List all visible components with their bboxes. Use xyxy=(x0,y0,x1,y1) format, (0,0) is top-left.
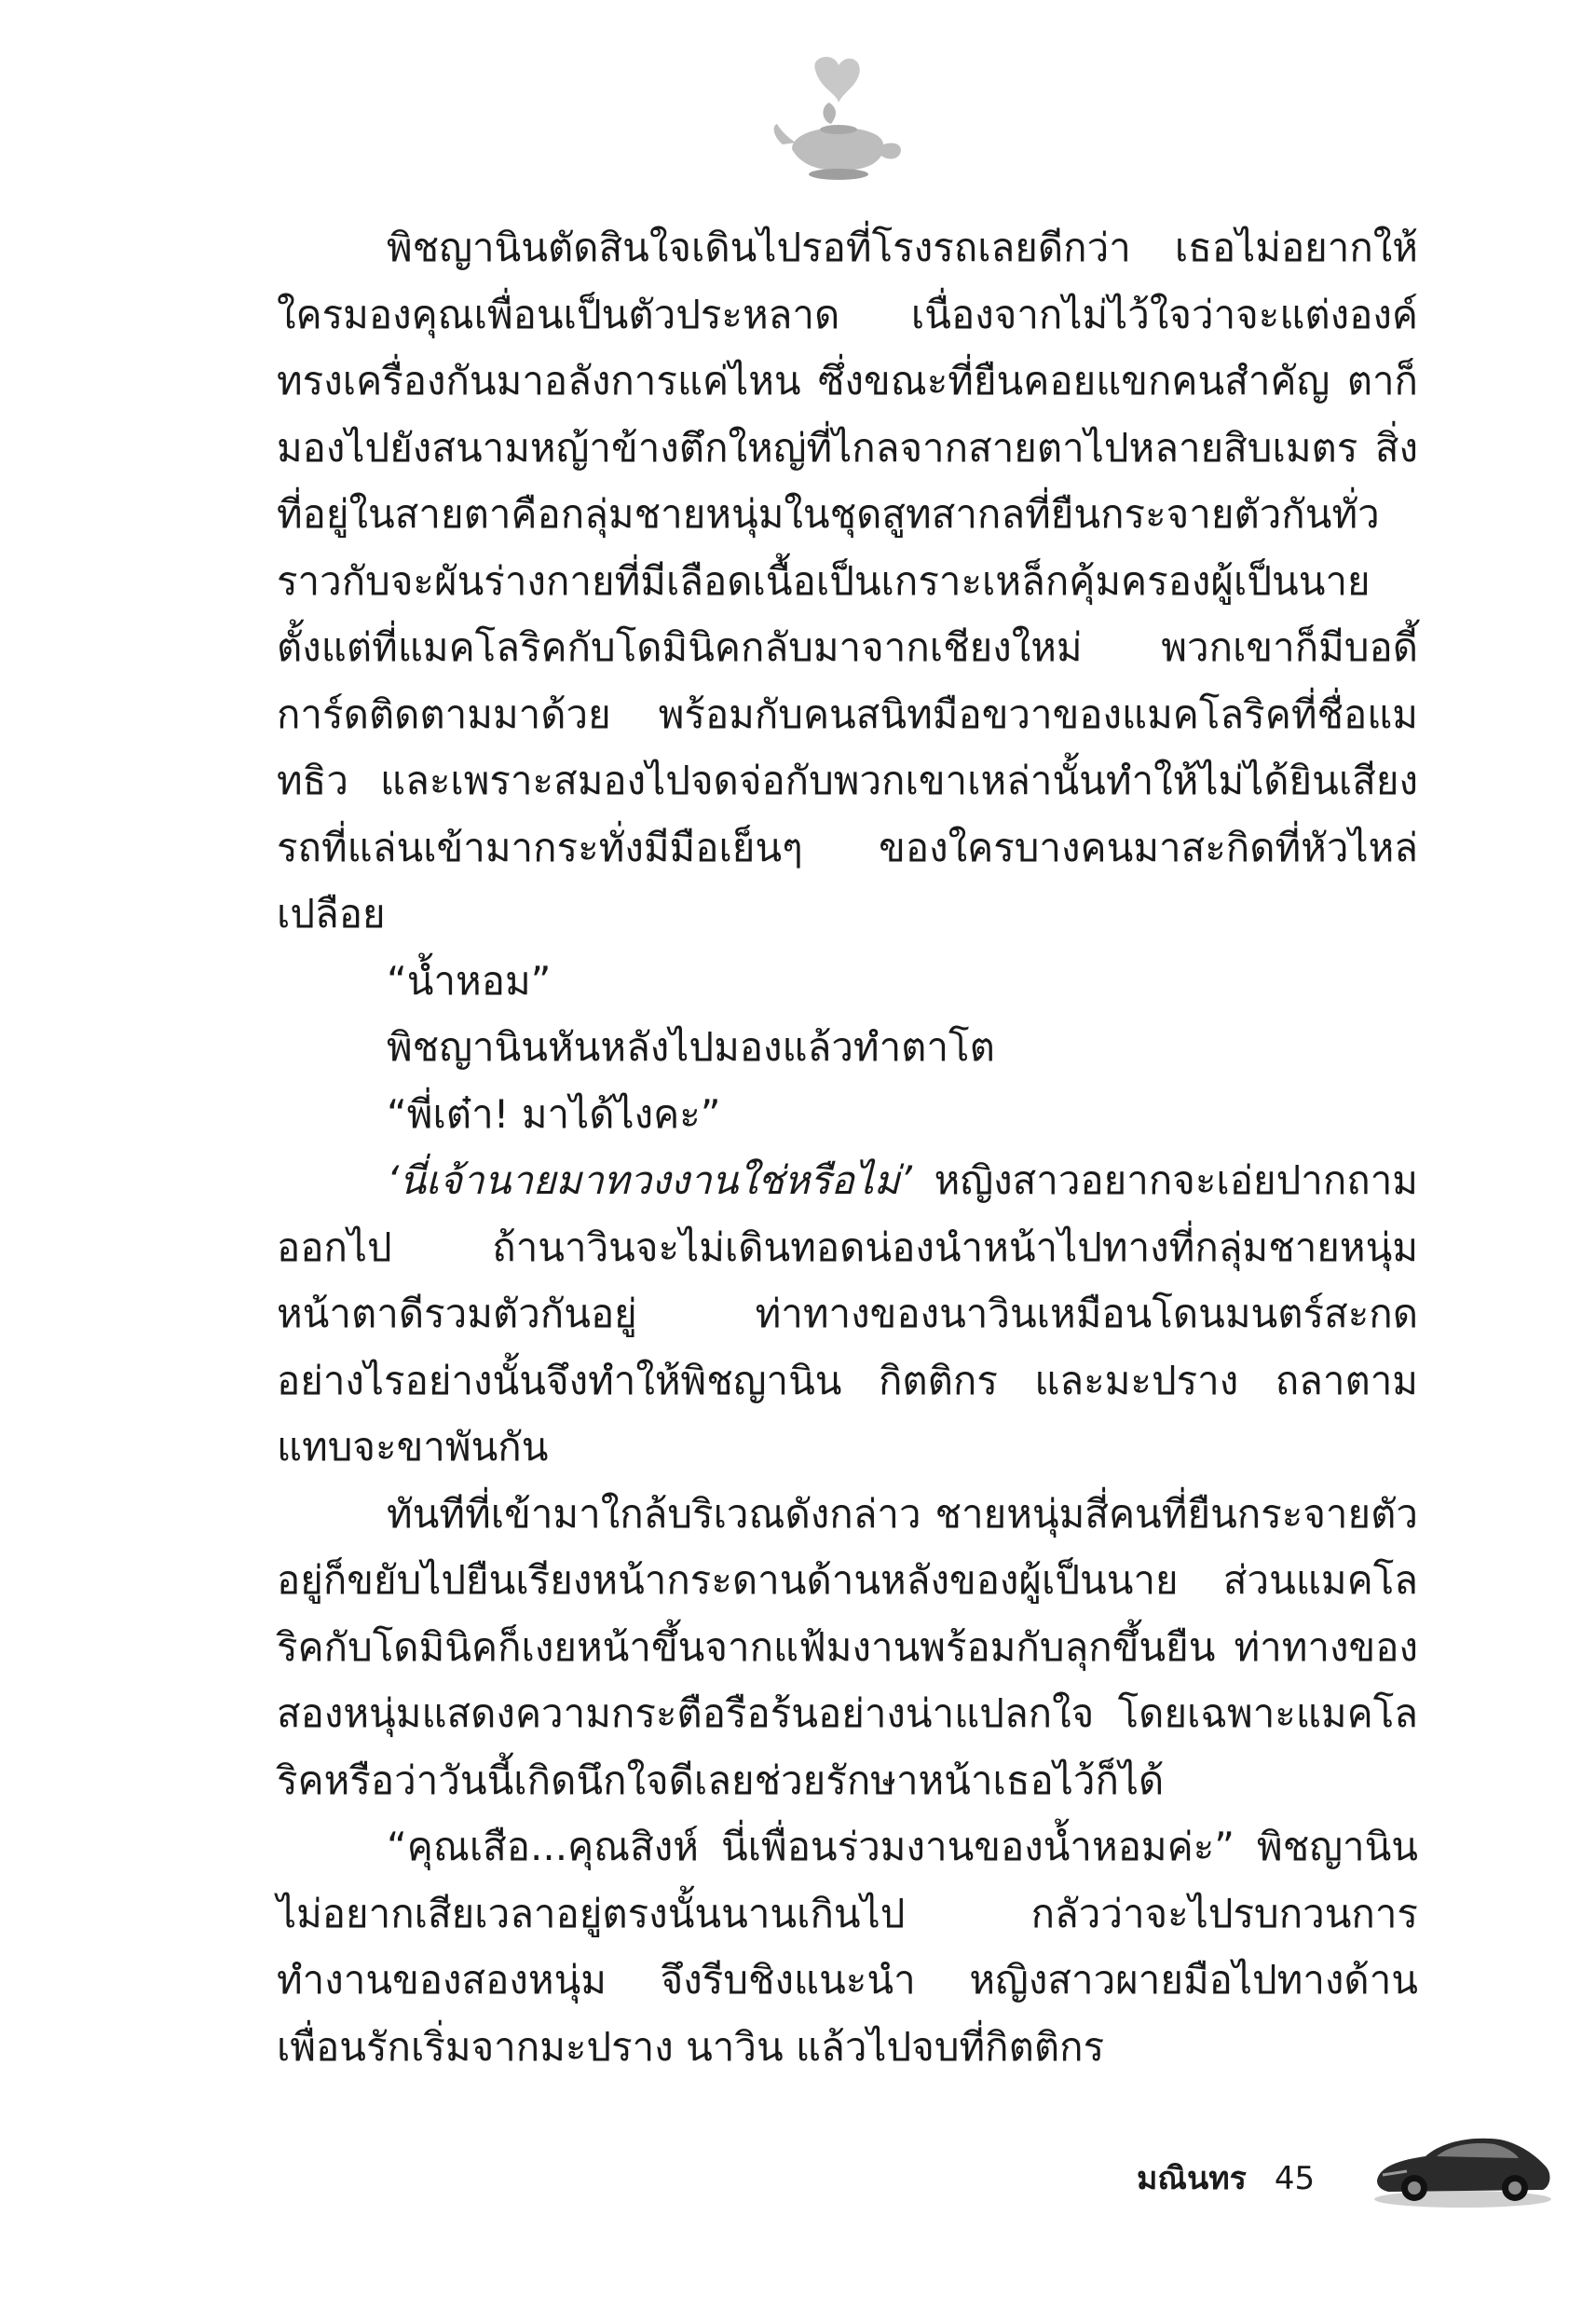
paragraph: ทันทีที่เข้ามาใกล้บริเวณดังกล่าว ชายหนุ่มสี่คนที่ยืนกระจายตัวอยู่ก็ขยับไปยืนเรียงหน้ากระดานด้านหลังของผู้เป็นนาย ส่วนแมคโลริคกับโดมินิคก็เงยหน้าขึ้นจากแฟ้มงานพร้อมกับลุกขึ้นยืน ท่าทางของสองหนุ่มแสดงความกระตือรือร้นอย่างน่าแปลกใจ โดยเฉพาะแมคโลริคหรือว่าวันนี้เกิดนึกใจดีเลยช่วยรักษาหน้าเธอไว้ก็ได้ xyxy=(277,1490,1418,1803)
page-footer xyxy=(1137,2153,1315,2203)
dialogue-line: “น้ำหอม” xyxy=(387,957,552,1004)
paragraph xyxy=(277,1147,1418,1481)
dialogue-line: “พี่เต๋า! มาได้ไงคะ” xyxy=(387,1090,721,1137)
article-body xyxy=(277,214,1418,2080)
paragraph-text: หญิงสาวอยากจะเอ่ยปากถามออกไป ถ้านาวินจะไม่เดินทอดน่องนำหน้าไปทางที่กลุ่มชายหนุ่มหน้าตาดีรวมตัวกันอยู่ ท่าทางของนาวินเหมือนโดนมนตร์สะกดอย่างไรอย่างนั้นจึงทำให้พิชญานิน กิตติกร และมะปราง ถลาตามแทบจะขาพันกัน xyxy=(277,1157,1418,1470)
paragraph: พิชญานินตัดสินใจเดินไปรอที่โรงรถเลยดีกว่า เธอไม่อยากให้ใครมองคุณเพื่อนเป็นตัวประหลาด เนื่องจากไม่ไว้ใจว่าจะแต่งองค์ทรงเครื่องกันมาอลังการแค่ไหน ซึ่งขณะที่ยืนคอยแขกคนสำคัญ ตาก็มองไปยังสนามหญ้าข้างตึกใหญ่ที่ไกลจากสายตาไปหลายสิบเมตร สิ่งที่อยู่ในสายตาคือกลุ่มชายหนุ่มในชุดสูทสากลที่ยืนกระจายตัวกันทั่วราวกับจะผันร่างกายที่มีเลือดเนื้อเป็นเกราะเหล็กคุ้มครองผู้เป็นนาย ตั้งแต่ที่แมคโลริคกับโดมินิคกลับมาจากเชียงใหม่ พวกเขาก็มีบอดี้การ์ดติดตามมาด้วย พร้อมกับคนสนิทมือขวาของแมคโลริคที่ชื่อแมทธิว และเพราะสมองไปจดจ่อกับพวกเขาเหล่านั้นทำให้ไม่ได้ยินเสียงรถที่แล่นเข้ามากระทั่งมีมือเย็นๆ ของใครบางคนมาสะกิดที่หัวไหล่เปลือย xyxy=(277,225,1418,937)
page-number: 45 xyxy=(1274,2160,1316,2197)
genie-lamp-icon xyxy=(764,51,913,191)
paragraph: “คุณเสือ...คุณสิงห์ นี่เพื่อนร่วมงานของน้ำหอมค่ะ” พิชญานินไม่อยากเสียเวลาอยู่ตรงนั้นนานเกินไป กลัวว่าจะไปรบกวนการทำงานของสองหนุ่ม จึงรีบชิงแนะนำ หญิงสาวผายมือไปทางด้านเพื่อนรักเริ่มจากมะปราง นาวิน แล้วไปจบที่กิตติกร xyxy=(277,1824,1418,2070)
narration-line: พิชญานินหันหลังไปมองแล้วทำตาโต xyxy=(387,1024,995,1070)
author-name: มณินทร xyxy=(1137,2160,1247,2197)
sports-car-icon xyxy=(1370,2113,1556,2216)
inner-thought: ‘นี่เจ้านายมาทวงงานใช่หรือไม่’ xyxy=(387,1157,913,1203)
